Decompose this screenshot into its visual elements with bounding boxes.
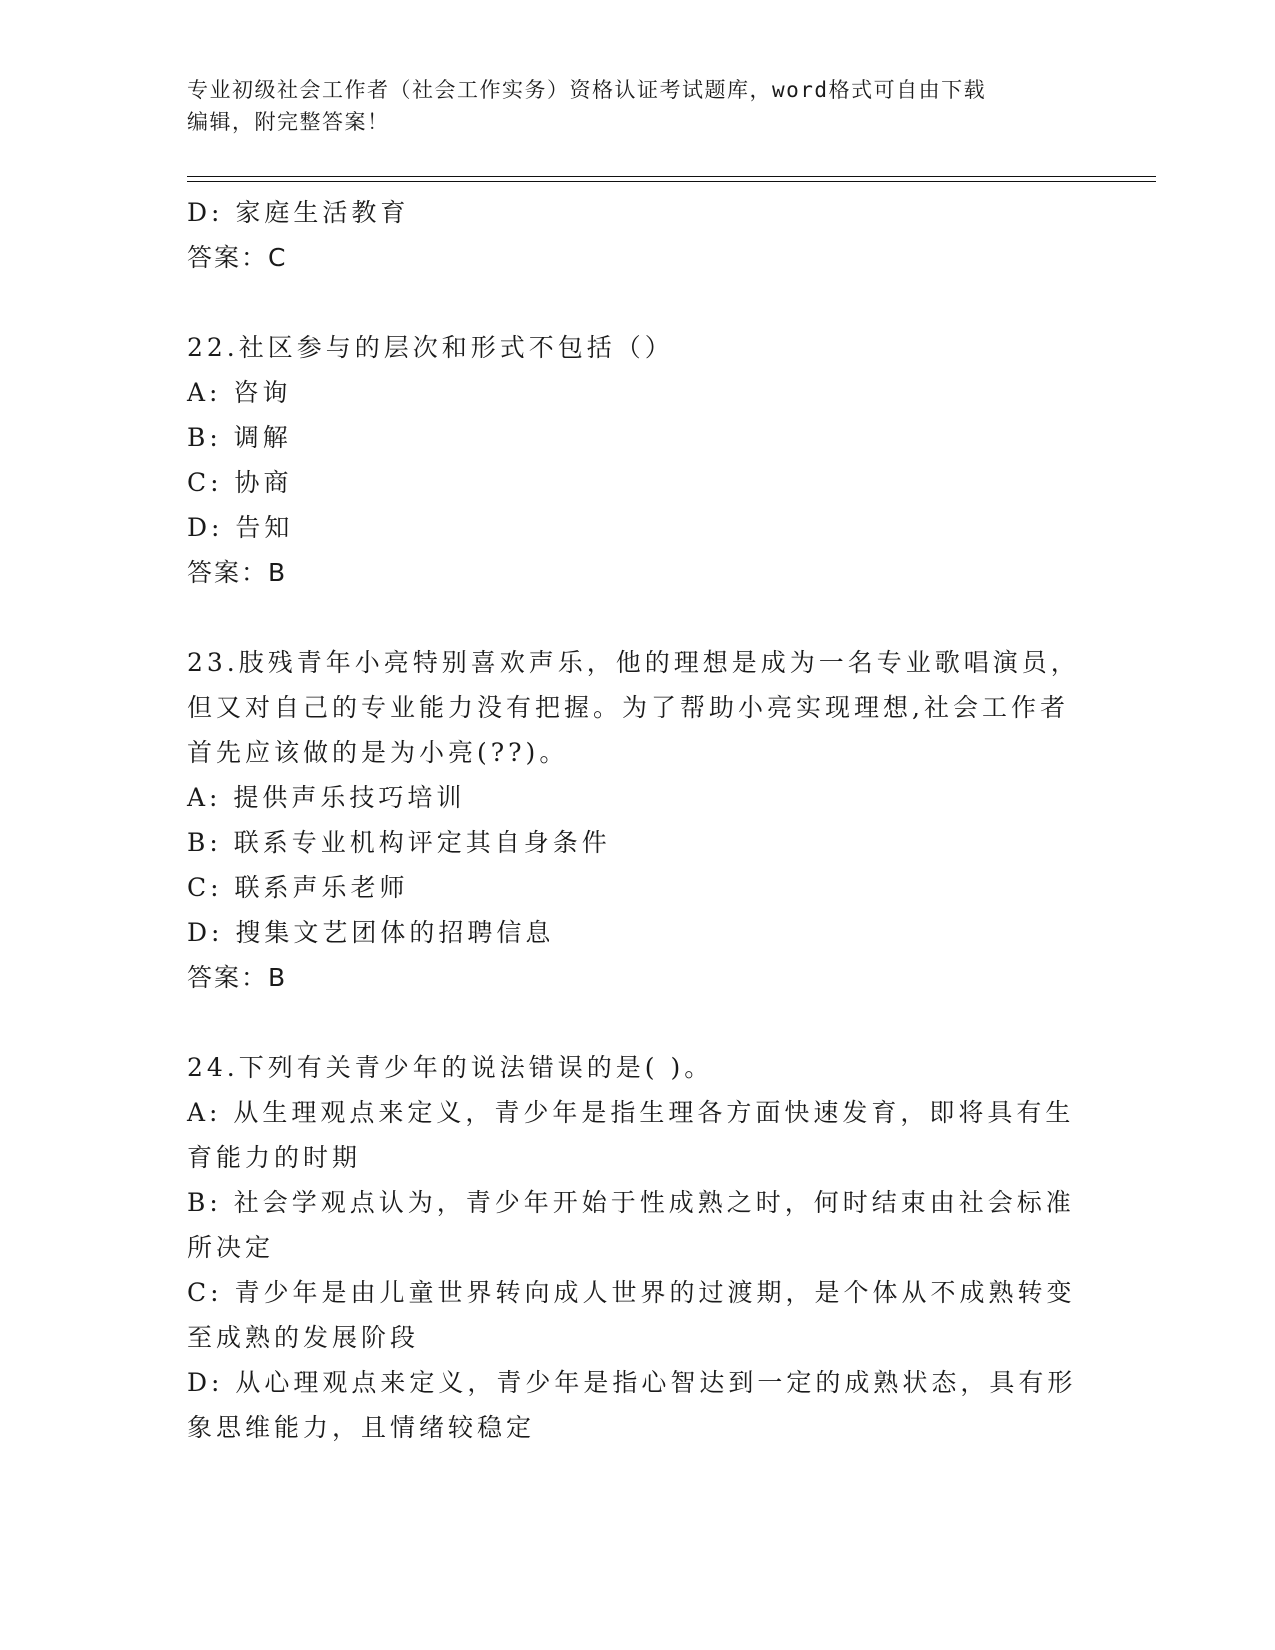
option-d: D: 从心理观点来定义，青少年是指心智达到一定的成熟状态，具有形 bbox=[187, 1368, 1077, 1397]
document-body bbox=[187, 190, 1087, 1450]
option-b-continued: 所决定 bbox=[187, 1233, 275, 1262]
header-rule-bottom bbox=[187, 181, 1156, 182]
option-a: A: 提供声乐技巧培训 bbox=[187, 783, 466, 812]
option-b: B: 联系专业机构评定其自身条件 bbox=[187, 828, 611, 857]
option-c: C: 联系声乐老师 bbox=[187, 873, 409, 902]
question-stem: 23.肢残青年小亮特别喜欢声乐，他的理想是成为一名专业歌唱演员， bbox=[187, 648, 1080, 677]
question-23 bbox=[187, 640, 1087, 1000]
question-stem: 22.社区参与的层次和形式不包括（） bbox=[187, 333, 674, 362]
option-d: D: 搜集文艺团体的招聘信息 bbox=[187, 918, 555, 947]
option-b: B: 社会学观点认为，青少年开始于性成熟之时，何时结束由社会标准 bbox=[187, 1188, 1075, 1217]
question-stem: 但又对自己的专业能力没有把握。为了帮助小亮实现理想,社会工作者 bbox=[187, 693, 1069, 722]
answer-line: 答案：B bbox=[187, 963, 288, 992]
option-a-continued: 育能力的时期 bbox=[187, 1143, 362, 1172]
question-stem: 24.下列有关青少年的说法错误的是( )。 bbox=[187, 1053, 714, 1082]
option-d-continued: 象思维能力，且情绪较稳定 bbox=[187, 1413, 536, 1442]
option-c: C: 青少年是由儿童世界转向成人世界的过渡期，是个体从不成熟转变 bbox=[187, 1278, 1076, 1307]
question-stem: 首先应该做的是为小亮(??)。 bbox=[187, 738, 569, 767]
question-fragment bbox=[187, 190, 1087, 280]
question-22 bbox=[187, 325, 1087, 595]
answer-line: 答案：B bbox=[187, 558, 288, 587]
option-a: A: 咨询 bbox=[187, 378, 292, 407]
option-c-continued: 至成熟的发展阶段 bbox=[187, 1323, 420, 1352]
option-b: B: 调解 bbox=[187, 423, 292, 452]
answer-line: 答案：C bbox=[187, 243, 288, 272]
header-line-2: 编辑，附完整答案！ bbox=[187, 110, 390, 134]
header-line-1: 专业初级社会工作者（社会工作实务）资格认证考试题库，word格式可自由下载 bbox=[187, 78, 987, 102]
document-header bbox=[187, 74, 1087, 138]
question-24 bbox=[187, 1045, 1087, 1450]
header-rule-top bbox=[187, 176, 1156, 177]
option-d: D: 家庭生活教育 bbox=[187, 198, 410, 227]
option-d: D: 告知 bbox=[187, 513, 294, 542]
option-a: A: 从生理观点来定义，青少年是指生理各方面快速发育，即将具有生 bbox=[187, 1098, 1075, 1127]
option-c: C: 协商 bbox=[187, 468, 293, 497]
